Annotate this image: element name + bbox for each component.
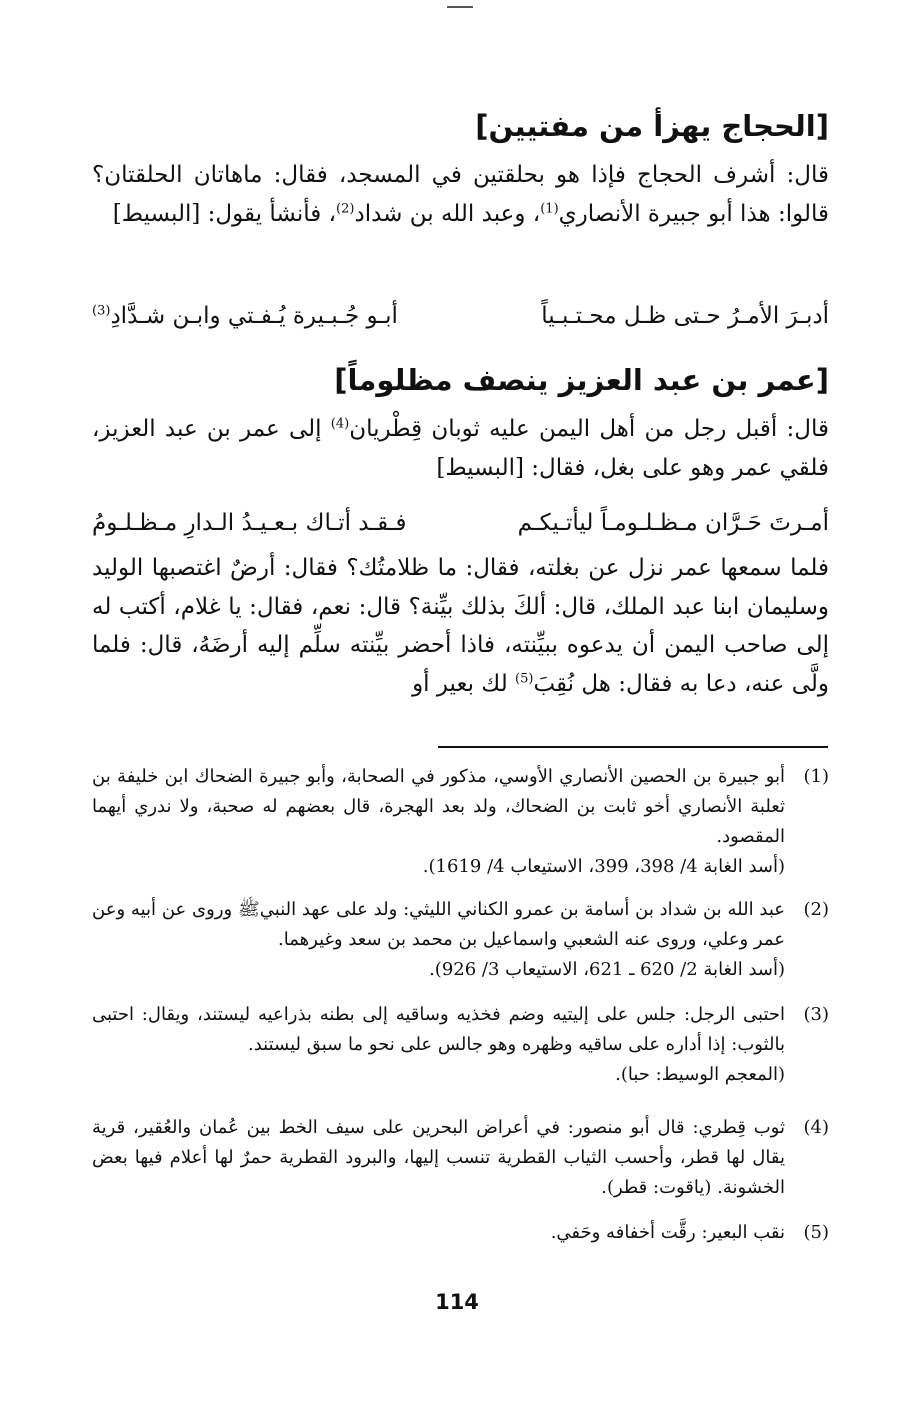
footnote-ref: (3) bbox=[92, 303, 111, 319]
footnote-citation: (أسد الغابة 4/ 398، 399، الاستيعاب 4/ 1619). bbox=[422, 856, 785, 877]
verse-first-hemistich: أدبـرَ الأمـرُ حـتى ظـل محـتـبـياً bbox=[541, 303, 829, 329]
section-heading: [الحجاج يهزأ من مفتيين] bbox=[475, 109, 829, 143]
footnote-line: ثوب قِطري: قال أبو منصور: في أعراض البحرين على سيف الخط بين عُمان والعُقير، قرية يقال لها قطر، وأحسب الثياب القطرية تنسب إليها، والبرود القطرية حمرٌ لها أعلام فيها بعض الخشونة. (ياقوت: قطر). bbox=[92, 1117, 785, 1198]
footnote-ref: (5) bbox=[515, 670, 534, 686]
footnote-line: عبد الله بن شداد بن أسامة بن عمرو الكناني الليثي: ولد على عهد النبيﷺ وروى عن أبيه وعن عمر وعلي، وروى عنه الشعبي واسماعيل بن محمد بن سعد وغيرهما. bbox=[92, 899, 785, 950]
footnote bbox=[92, 895, 829, 985]
body-paragraph bbox=[92, 549, 829, 703]
body-paragraph bbox=[92, 410, 829, 487]
paragraph-text: قال: أشرف الحجاج فإذا هو بحلقتين في المسجد، فقال: ماهاتان الحلقتان؟ قالوا: هذا أبو جبيرة الأنصاري bbox=[92, 162, 829, 227]
footnote-number: (3) bbox=[803, 1004, 829, 1025]
paragraph-text: قال: أقبل رجل من أهل اليمن عليه ثوبان قِطْريان bbox=[349, 416, 829, 442]
top-margin-mark bbox=[447, 6, 473, 8]
footnote-text bbox=[92, 762, 785, 882]
footnote bbox=[92, 1000, 829, 1090]
verse-second-hemistich bbox=[92, 296, 398, 336]
verse-text: أبـو جُـبـيرة يُـفـتي وابـن شـدَّادِ bbox=[110, 303, 398, 329]
footnote-separator bbox=[438, 746, 828, 748]
footnote-ref: (2) bbox=[336, 200, 355, 216]
paragraph-text: ، فأنشأ يقول: [البسيط] bbox=[112, 200, 337, 227]
page-number: 114 bbox=[435, 1290, 479, 1314]
footnote-ref: (1) bbox=[540, 200, 559, 216]
body-paragraph bbox=[92, 156, 829, 233]
footnote-line: احتبى الرجل: جلس على إليتيه وضم فخذيه وساقيه إلى بطنه بذراعيه ليستند، ويقال: احتبى بالثوب: إذا أداره على ساقيه وظهره وهو جالس على نحو ما سبق ليستند. bbox=[92, 1004, 785, 1055]
poem-verse bbox=[92, 503, 829, 543]
footnote-citation: (أسد الغابة 2/ 620 ـ 621، الاستيعاب 3/ 926). bbox=[429, 959, 785, 980]
footnote-number: (2) bbox=[803, 899, 829, 920]
section-heading: [عمر بن عبد العزيز ينصف مظلوماً] bbox=[334, 363, 829, 397]
footnote-citation: (المعجم الوسيط: حبا). bbox=[615, 1064, 785, 1085]
footnote-number: (4) bbox=[803, 1117, 829, 1138]
footnote bbox=[92, 1218, 829, 1248]
footnote-text bbox=[92, 1113, 785, 1203]
paragraph-text: لك بعير أو bbox=[412, 670, 516, 697]
paragraph-text: فلما سمعها عمر نزل عن بغلته، فقال: ما ظلامتُك؟ فقال: أرضٌ اغتصبها الوليد وسليمان ابنا عبد الملك، قال: ألكَ بذلك بيِّنة؟ قال: نعم، فقال: يا غلام، أكتب له إلى صاحب اليمن أن يدعوه ببيِّنته، فاذا أحضر بيِّنته سلِّم إليه أرضَهُ، قال: فلما ولَّى عنه، دعا به فقال: هل نُقِبَ bbox=[92, 555, 829, 697]
footnote-text bbox=[92, 1000, 785, 1090]
verse-second-hemistich: فـقـد أتـاك بـعـيـدُ الـدارِ مـظـلـومُ bbox=[92, 510, 407, 536]
footnote-line: أبو جبيرة بن الحصين الأنصاري الأوسي، مذكور في الصحابة، وأبو جبيرة الضحاك ابن خليفة بن ثعلبة الأنصاري أخو ثابت بن الضحاك، ولد بعد الهجرة، قال بعضهم له صحبة، ولا ندري أيهما المقصود. bbox=[92, 766, 785, 847]
poem-verse bbox=[92, 296, 829, 336]
paragraph-text: ، وعبد الله بن شداد bbox=[354, 200, 541, 227]
footnote-number: (5) bbox=[803, 1222, 829, 1243]
paragraph-text: إلى عمر بن عبد العزيز، فلقي عمر وهو على بغل، فقال: [البسيط] bbox=[92, 416, 829, 481]
footnote bbox=[92, 762, 829, 882]
footnote-line: نقب البعير: رقَّت أخفافه وحَفي. bbox=[550, 1222, 785, 1243]
footnote-text bbox=[92, 1218, 785, 1248]
footnote bbox=[92, 1113, 829, 1203]
footnote-number: (1) bbox=[803, 766, 829, 787]
verse-first-hemistich: أمـرتَ حَـرَّان مـظـلـومـاً ليأتـيكـم bbox=[517, 510, 829, 536]
footnote-text bbox=[92, 895, 785, 985]
footnote-ref: (4) bbox=[330, 416, 350, 432]
